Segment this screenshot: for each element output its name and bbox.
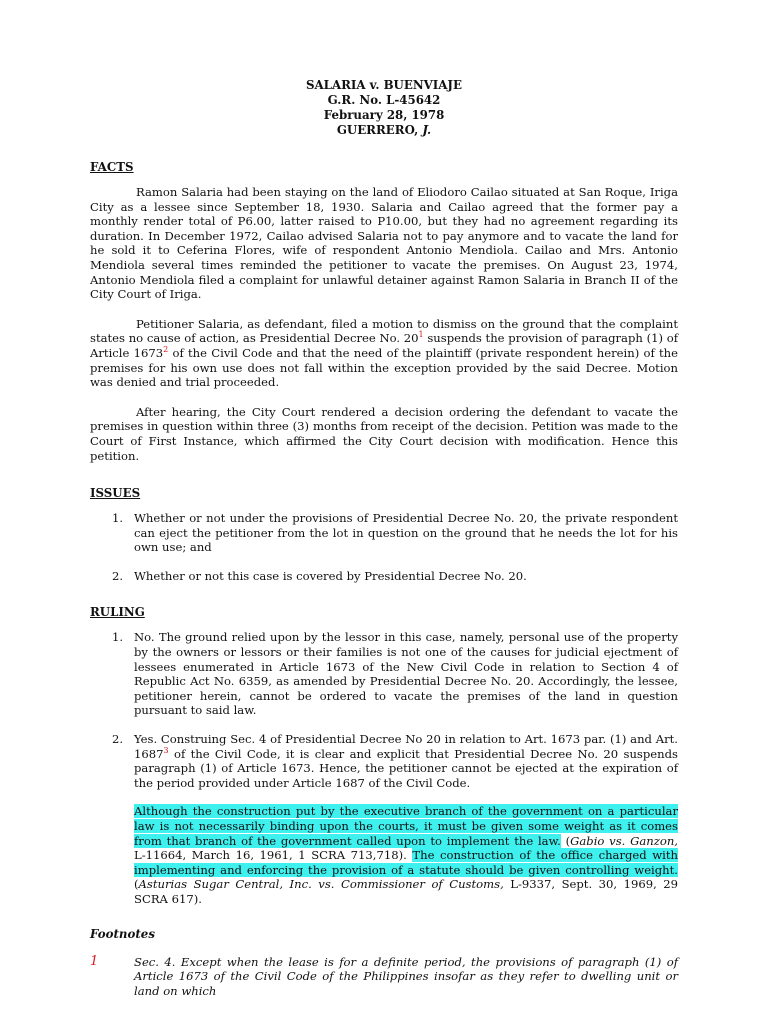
- citation-1-rest: L-11664, March 16, 1961, 1 SCRA 713,718).: [134, 848, 413, 863]
- issue-number: 2.: [112, 568, 124, 583]
- ruling-2-text-b: of the Civil Code, it is clear and explicit that Presidential Decree No. 20 suspends paragraph (1) of Article 1673. Hence, the petitioner cannot be ejected at the expiration of the period provided under Article 1687 of the Civil Code.: [134, 746, 678, 790]
- citation-2-case: Asturias Sugar Central, Inc. vs. Commissioner of Customs,: [138, 877, 504, 892]
- citation-1-open: (: [560, 833, 571, 848]
- footnote-item: [90, 955, 678, 999]
- citation-2-rest: L-9337, Sept. 30, 1969, 29 SCRA 617).: [134, 877, 679, 906]
- footnote-number: 1: [90, 953, 99, 969]
- ruling-number: 1.: [112, 630, 124, 645]
- ponente-suffix: J.: [422, 123, 432, 137]
- facts-p2-text-b: suspends the provision of paragraph (1) of Article 1673: [90, 331, 678, 360]
- issue-text: Whether or not this case is covered by Presidential Decree No. 20.: [134, 568, 527, 583]
- ponente-name: GUERRERO,: [336, 123, 423, 137]
- issue-number: 1.: [112, 511, 124, 526]
- decision-date: February 28, 1978: [323, 108, 445, 122]
- ruling-text: No. The ground relied upon by the lessor in this case, namely, personal use of the property by the owners or lessors or their families is not one of the causes for judicial ejectment of lessees enumerated in Article 1673 of the New Civil Code in relation to Section 4 of Republic Act No. 6359, as amended by Presidential Decree No. 20. Accordingly, the lessee, petitioner herein, cannot be ordered to vacate the premises of the land in question pursuant to said law.: [134, 630, 678, 718]
- highlight-2: The construction of the office charged with implementing and enforcing the provision of a statute should be given controlling weight.: [134, 848, 678, 877]
- footnote-ref-3[interactable]: 3: [163, 745, 169, 755]
- list-item: [90, 569, 678, 584]
- list-item: [90, 511, 678, 555]
- highlight-1: Although the construction put by the executive branch of the government on a particular law is not necessarily binding upon the courts, it must be given some weight as it comes from that branch of the government called upon to implement the law.: [134, 804, 678, 848]
- facts-p2-text-a: Petitioner Salaria, as defendant, filed a motion to dismiss on the ground that the complaint states no cause of action, as Presidential Decree No. 20: [90, 316, 678, 346]
- ruling-text: [134, 732, 678, 790]
- ruling-list: [90, 630, 678, 790]
- citation-2-open: (: [134, 877, 139, 892]
- case-title-block: [90, 78, 678, 138]
- issues-list: [90, 511, 678, 583]
- ruling-number: 2.: [112, 732, 124, 747]
- highlighted-quote: [134, 804, 678, 906]
- issue-text: Whether or not under the provisions of Presidential Decree No. 20, the private respondent can eject the petitioner from the lot in question on the ground that he needs the lot for his own use; and: [134, 511, 678, 555]
- ponente: [90, 123, 678, 138]
- footnotes-heading: Footnotes: [90, 926, 155, 941]
- case-name: SALARIA v. BUENVIAJE: [305, 78, 462, 92]
- ruling-2-text-a: Yes. Construing Sec. 4 of Presidential Decree No 20 in relation to Art. 1673 par. (1) and Art. 1687: [134, 732, 678, 761]
- list-item: [90, 630, 678, 718]
- citation-1-case: Gabio vs. Ganzon,: [570, 833, 678, 848]
- facts-heading: FACTS: [90, 160, 134, 174]
- gr-number: G.R. No. L-45642: [327, 93, 441, 107]
- list-item: [90, 732, 678, 790]
- ruling-heading: RULING: [90, 605, 145, 620]
- facts-p2-text-c: of the Civil Code and that the need of the plaintiff (private respondent herein) of the premises for his own use does not fall within the exception provided by the said Decree. Motion was denied and trial proceeded.: [90, 345, 678, 390]
- facts-paragraph-1: Ramon Salaria had been staying on the land of Eliodoro Cailao situated at San Roque, Iriga City as a lessee since September 18, 1930. Salaria and Cailao agreed that the former pay a monthly render total of P6.00, latter raised to P10.00, but they had no agreement regarding its duration. In December 1972, Cailao advised Salaria not to pay anymore and to vacate the land for he sold it to Ceferina Flores, wife of respondent Antonio Mendiola. Cailao and Mrs. Antonio Mendiola several times reminded the petitioner to vacate the premises. On August 23, 1974, Antonio Mendiola filed a complaint for unlawful detainer against Ramon Salaria in Branch II of the City Court of Iriga.: [90, 185, 678, 302]
- issues-heading: ISSUES: [90, 486, 141, 501]
- footnote-text: Sec. 4. Except when the lease is for a definite period, the provisions of paragraph (1) of Article 1673 of the Civil Code of the Philippines insofar as they refer to dwelling unit or land on which: [134, 954, 678, 998]
- footnote-ref-2[interactable]: 2: [163, 345, 169, 355]
- facts-paragraph-2: [90, 317, 678, 390]
- facts-paragraph-3: After hearing, the City Court rendered a decision ordering the defendant to vacate the premises in question within three (3) months from receipt of the decision. Petition was made to the Court of First Instance, which affirmed the City Court decision with modification. Hence this petition.: [90, 404, 678, 463]
- footnote-ref-1[interactable]: 1: [418, 330, 424, 340]
